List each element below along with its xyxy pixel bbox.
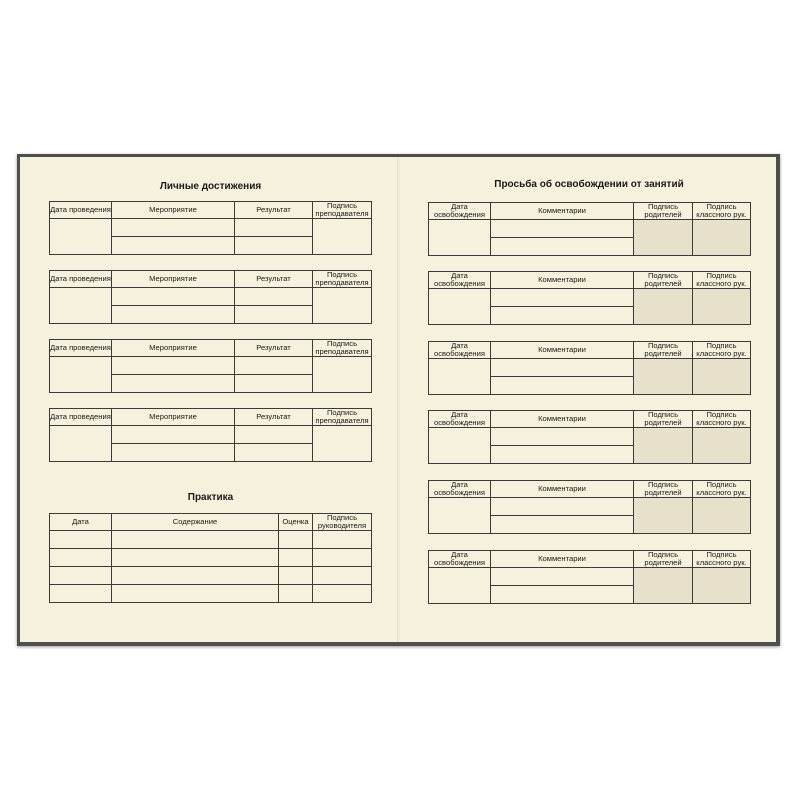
practice-title: Практика [187, 492, 234, 503]
release-date-cell[interactable] [429, 220, 491, 256]
date-header: Дата проведения [50, 340, 112, 357]
parents-signature-cell[interactable] [634, 428, 693, 464]
achievement-table-3 [49, 339, 372, 393]
parents-signature-header: Подпись родителей [634, 203, 693, 220]
comments-cell[interactable] [491, 289, 634, 307]
event-cell[interactable] [112, 426, 235, 444]
release-table-6 [428, 550, 751, 604]
class-teacher-signature-header: Подпись классного рук. [693, 342, 751, 359]
release-table-5 [428, 480, 751, 534]
practice-content-cell[interactable] [112, 585, 279, 603]
comments-header: Комментарии [491, 272, 634, 289]
table-row [50, 531, 372, 549]
class-teacher-signature-cell[interactable] [693, 498, 751, 534]
achievement-table-2 [49, 270, 372, 324]
result-cell[interactable] [235, 237, 313, 255]
release-date-cell[interactable] [429, 289, 491, 325]
practice-date-cell[interactable] [50, 549, 112, 567]
release-title: Просьба об освобождении от занятий [494, 179, 684, 190]
parents-signature-header: Подпись родителей [634, 481, 693, 498]
class-teacher-signature-cell[interactable] [693, 359, 751, 395]
parents-signature-cell[interactable] [634, 289, 693, 325]
comments-cell[interactable] [491, 238, 634, 256]
supervisor-signature-cell[interactable] [313, 531, 372, 549]
teacher-signature-cell[interactable] [313, 219, 372, 255]
release-date-header: Дата освобождения [429, 481, 491, 498]
release-date-header: Дата освобождения [429, 342, 491, 359]
practice-date-cell[interactable] [50, 585, 112, 603]
supervisor-signature-cell[interactable] [313, 585, 372, 603]
result-cell[interactable] [235, 444, 313, 462]
result-header: Результат [235, 409, 313, 426]
result-cell[interactable] [235, 288, 313, 306]
achievement-table-1 [49, 201, 372, 255]
result-cell[interactable] [235, 306, 313, 324]
date-cell[interactable] [50, 357, 112, 393]
result-cell[interactable] [235, 426, 313, 444]
event-cell[interactable] [112, 357, 235, 375]
result-cell[interactable] [235, 375, 313, 393]
result-header: Результат [235, 271, 313, 288]
parents-signature-cell[interactable] [634, 359, 693, 395]
release-date-cell[interactable] [429, 428, 491, 464]
practice-content-cell[interactable] [112, 531, 279, 549]
result-header: Результат [235, 202, 313, 219]
comments-cell[interactable] [491, 568, 634, 586]
date-header: Дата проведения [50, 409, 112, 426]
practice-grade-cell[interactable] [279, 531, 313, 549]
achievement-table-4 [49, 408, 372, 462]
class-teacher-signature-header: Подпись классного рук. [693, 272, 751, 289]
event-cell[interactable] [112, 444, 235, 462]
comments-cell[interactable] [491, 359, 634, 377]
parents-signature-cell[interactable] [634, 568, 693, 604]
comments-header: Комментарии [491, 481, 634, 498]
parents-signature-header: Подпись родителей [634, 272, 693, 289]
comments-cell[interactable] [491, 586, 634, 604]
release-date-header: Дата освобождения [429, 411, 491, 428]
practice-grade-cell[interactable] [279, 549, 313, 567]
practice-grade-cell[interactable] [279, 567, 313, 585]
comments-cell[interactable] [491, 220, 634, 238]
achievements-title: Личные достижения [159, 181, 262, 192]
comments-cell[interactable] [491, 377, 634, 395]
event-header: Мероприятие [112, 202, 235, 219]
event-cell[interactable] [112, 288, 235, 306]
class-teacher-signature-cell[interactable] [693, 428, 751, 464]
release-date-header: Дата освобождения [429, 203, 491, 220]
table-row [50, 549, 372, 567]
class-teacher-signature-cell[interactable] [693, 289, 751, 325]
class-teacher-signature-header: Подпись классного рук. [693, 481, 751, 498]
release-date-cell[interactable] [429, 568, 491, 604]
release-date-header: Дата освобождения [429, 551, 491, 568]
comments-header: Комментарии [491, 411, 634, 428]
comments-cell[interactable] [491, 446, 634, 464]
comments-cell[interactable] [491, 498, 634, 516]
parents-signature-cell[interactable] [634, 220, 693, 256]
comments-header: Комментарии [491, 551, 634, 568]
release-date-cell[interactable] [429, 498, 491, 534]
date-cell[interactable] [50, 219, 112, 255]
parents-signature-header: Подпись родителей [634, 342, 693, 359]
practice-date-cell[interactable] [50, 567, 112, 585]
supervisor-signature-cell[interactable] [313, 567, 372, 585]
class-teacher-signature-header: Подпись классного рук. [693, 411, 751, 428]
class-teacher-signature-header: Подпись классного рук. [693, 551, 751, 568]
teacher-signature-header: Подпись преподавателя [313, 409, 372, 426]
supervisor-signature-cell[interactable] [313, 549, 372, 567]
practice-content-cell[interactable] [112, 549, 279, 567]
parents-signature-cell[interactable] [634, 498, 693, 534]
result-cell[interactable] [235, 219, 313, 237]
teacher-signature-cell[interactable] [313, 288, 372, 324]
release-table-2 [428, 271, 751, 325]
teacher-signature-cell[interactable] [313, 357, 372, 393]
teacher-signature-header: Подпись преподавателя [313, 340, 372, 357]
date-cell[interactable] [50, 288, 112, 324]
release-table-1 [428, 202, 751, 256]
comments-cell[interactable] [491, 428, 634, 446]
event-header: Мероприятие [112, 340, 235, 357]
parents-signature-header: Подпись родителей [634, 411, 693, 428]
release-table-4 [428, 410, 751, 464]
class-teacher-signature-cell[interactable] [693, 568, 751, 604]
class-teacher-signature-header: Подпись классного рук. [693, 203, 751, 220]
supervisor-signature-header: Подпись руководителя [313, 514, 372, 531]
event-header: Мероприятие [112, 409, 235, 426]
date-header: Дата проведения [50, 271, 112, 288]
table-row [50, 567, 372, 585]
release-date-header: Дата освобождения [429, 272, 491, 289]
event-cell[interactable] [112, 306, 235, 324]
comments-header: Комментарии [491, 342, 634, 359]
result-header: Результат [235, 340, 313, 357]
teacher-signature-cell[interactable] [313, 426, 372, 462]
event-cell[interactable] [112, 375, 235, 393]
table-row [50, 585, 372, 603]
practice-content-header: Содержание [112, 514, 279, 531]
date-cell[interactable] [50, 426, 112, 462]
event-cell[interactable] [112, 237, 235, 255]
practice-date-header: Дата [50, 514, 112, 531]
comments-cell[interactable] [491, 516, 634, 534]
practice-content-cell[interactable] [112, 567, 279, 585]
comments-header: Комментарии [491, 203, 634, 220]
parents-signature-header: Подпись родителей [634, 551, 693, 568]
release-date-cell[interactable] [429, 359, 491, 395]
date-header: Дата проведения [50, 202, 112, 219]
practice-grade-cell[interactable] [279, 585, 313, 603]
result-cell[interactable] [235, 357, 313, 375]
teacher-signature-header: Подпись преподавателя [313, 271, 372, 288]
teacher-signature-header: Подпись преподавателя [313, 202, 372, 219]
comments-cell[interactable] [491, 307, 634, 325]
event-cell[interactable] [112, 219, 235, 237]
practice-grade-header: Оценка [279, 514, 313, 531]
release-table-3 [428, 341, 751, 395]
practice-date-cell[interactable] [50, 531, 112, 549]
practice-table [49, 513, 372, 603]
event-header: Мероприятие [112, 271, 235, 288]
class-teacher-signature-cell[interactable] [693, 220, 751, 256]
